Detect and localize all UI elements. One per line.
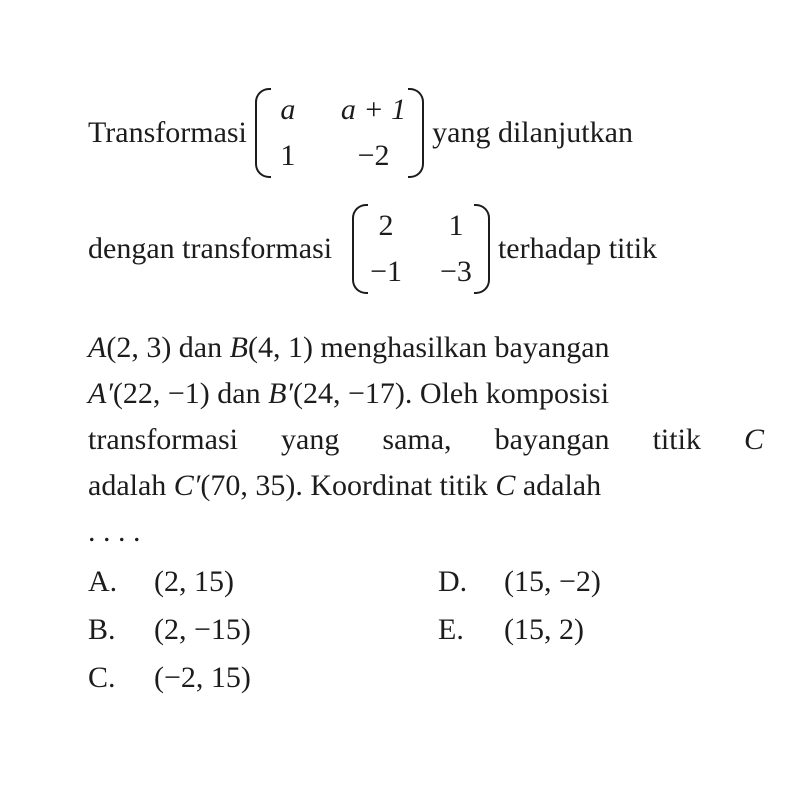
line1-after: yang dilanjutkan xyxy=(432,116,633,149)
line6-text-1: adalah xyxy=(88,469,174,502)
option-value: (2, −15) xyxy=(154,613,251,646)
matrix1-a22: −2 xyxy=(357,139,390,172)
option-value: (15, 2) xyxy=(504,613,584,646)
option-e[interactable] xyxy=(438,610,708,650)
matrix2-a12: 1 xyxy=(448,209,464,242)
option-b[interactable] xyxy=(88,610,438,650)
point-b-prime: B′ xyxy=(268,377,293,410)
point-a-prime: A′ xyxy=(88,377,113,410)
matrix2-a22: −3 xyxy=(440,255,472,288)
point-b: B xyxy=(229,331,248,364)
point-a: A xyxy=(88,331,107,364)
line5-word-5: titik xyxy=(652,423,701,456)
matrix2-a21: −1 xyxy=(370,255,403,288)
line5-word-1: transformasi xyxy=(88,423,238,456)
matrix2-a11: 2 xyxy=(378,209,394,242)
matrix-2 xyxy=(352,208,490,290)
line4-text-1: (22, −1) dan xyxy=(112,377,269,410)
point-c-prime: C′ xyxy=(173,469,201,502)
option-letter: D. xyxy=(438,565,468,598)
line2-before: dengan transformasi xyxy=(88,232,333,265)
option-letter: A. xyxy=(88,565,118,598)
line5-word-3: sama, xyxy=(382,423,452,456)
option-value: (2, 15) xyxy=(154,565,234,598)
option-letter: E. xyxy=(438,613,464,646)
option-letter: B. xyxy=(88,613,116,646)
option-letter: C. xyxy=(88,661,116,694)
question-line-4 xyxy=(88,374,764,414)
line5-word-2: yang xyxy=(281,423,340,456)
question-dots xyxy=(88,512,764,552)
line3-text-2: (4, 1) menghasilkan bayangan xyxy=(247,331,610,364)
line2-after: terhadap titik xyxy=(497,232,658,265)
right-paren xyxy=(408,88,424,178)
ellipsis: . . . . xyxy=(88,515,141,548)
answer-options xyxy=(88,562,708,698)
point-c-2: C xyxy=(495,469,516,502)
line1-before: Transformasi xyxy=(88,116,247,149)
option-value: (15, −2) xyxy=(504,565,601,598)
line5-word-4: bayangan xyxy=(494,423,610,456)
question-line-6 xyxy=(88,466,764,506)
option-a[interactable] xyxy=(88,562,438,602)
line6-text-3: adalah xyxy=(515,469,602,502)
line3-text-1: (2, 3) dan xyxy=(106,331,230,364)
matrix1-a12: a + 1 xyxy=(340,93,407,126)
line4-text-2: (24, −17). Oleh komposisi xyxy=(293,377,610,410)
matrix1-a21: 1 xyxy=(280,139,296,172)
option-d[interactable] xyxy=(438,562,708,602)
question-line-3 xyxy=(88,328,764,368)
matrix-1 xyxy=(255,92,424,174)
right-paren xyxy=(474,204,490,294)
point-c: C xyxy=(743,423,764,456)
option-value: (−2, 15) xyxy=(154,661,251,694)
question-line-2 xyxy=(88,208,764,290)
question-line-1 xyxy=(88,92,764,174)
option-c[interactable] xyxy=(88,658,438,698)
line6-text-2: (70, 35). Koordinat titik xyxy=(200,469,496,502)
question-line-5 xyxy=(88,420,764,460)
matrix1-a11: a xyxy=(280,93,296,126)
left-paren xyxy=(352,204,368,294)
left-paren xyxy=(255,88,271,178)
